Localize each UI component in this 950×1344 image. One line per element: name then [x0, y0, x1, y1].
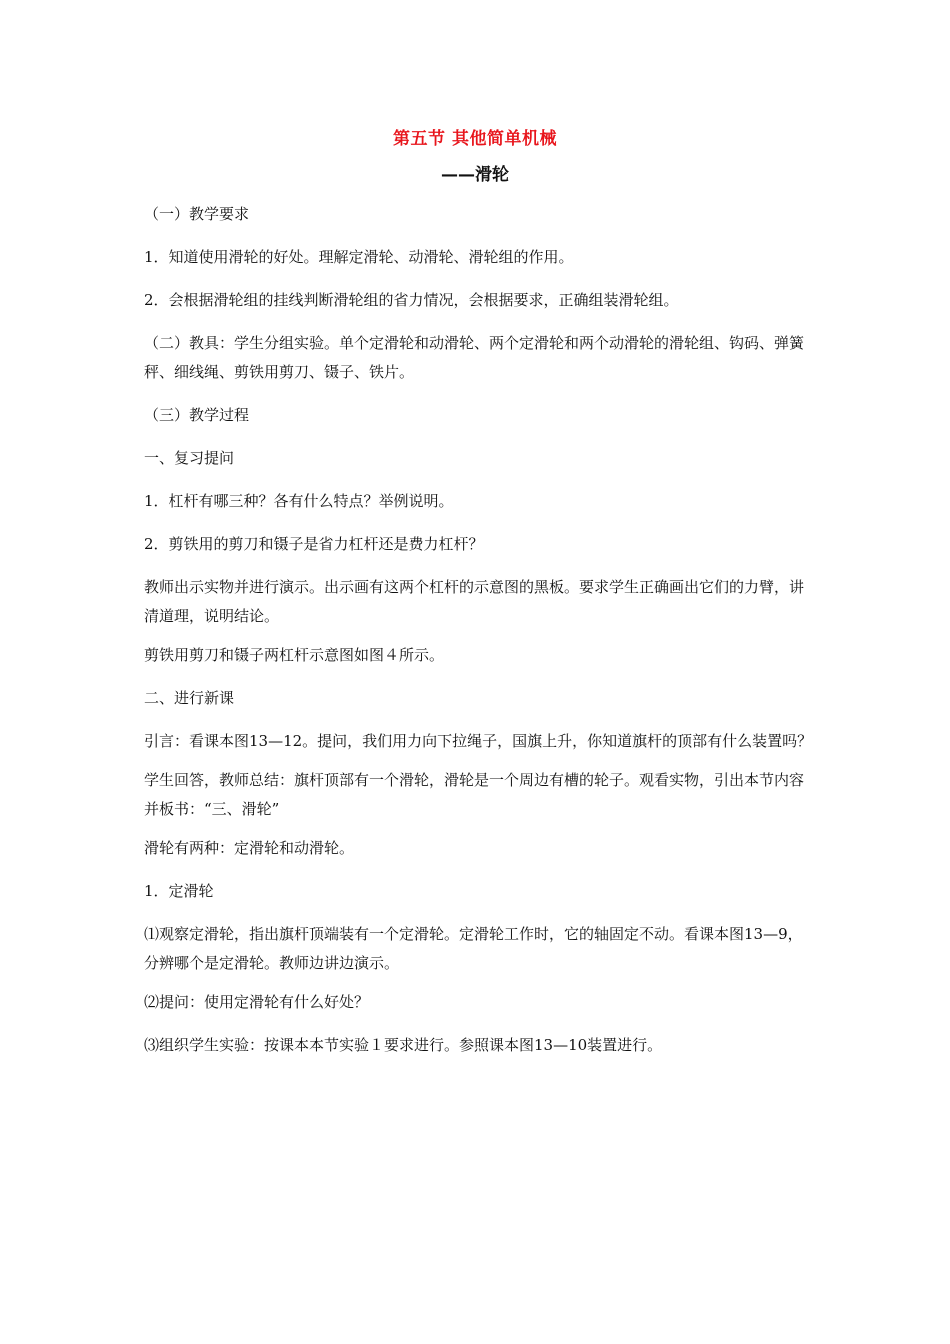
requirement-item-1: 1．知道使用滑轮的好处。理解定滑轮、动滑轮、滑轮组的作用。: [144, 248, 574, 266]
pulley-types-paragraph: 滑轮有两种：定滑轮和动滑轮。: [144, 839, 355, 857]
figure-reference-paragraph: 剪铁用剪刀和镊子两杠杆示意图如图４所示。: [144, 646, 445, 664]
fixed-pulley-step-1: ⑴观察定滑轮，指出旗杆顶端装有一个定滑轮。定滑轮工作时，它的轴固定不动。看课本图13—9，分辨哪个是定滑轮。教师边讲边演示。: [144, 925, 803, 972]
part-heading-review: 一、复习提问: [144, 449, 235, 467]
page-title: 第五节 其他简单机械: [393, 129, 557, 149]
fixed-pulley-step-3: ⑶组织学生实验：按课本本节实验１要求进行。参照课本图13—10装置进行。: [144, 1036, 663, 1054]
subheading-fixed-pulley: 1．定滑轮: [144, 882, 214, 900]
requirement-item-2: 2．会根据滑轮组的挂线判断滑轮组的省力情况，会根据要求，正确组装滑轮组。: [144, 291, 679, 309]
document-body: [144, 200, 814, 1074]
part-heading-new-lesson: 二、进行新课: [144, 689, 235, 707]
teacher-demo-paragraph: 教师出示实物并进行演示。出示画有这两个杠杆的示意图的黑板。要求学生正确画出它们的力臂，讲清道理，说明结论。: [144, 578, 805, 625]
review-question-2: 2．剪铁用的剪刀和镊子是省力杠杆还是费力杠杆？: [144, 535, 484, 553]
teaching-aids-paragraph: （二）教具：学生分组实验。单个定滑轮和动滑轮、两个定滑轮和两个动滑轮的滑轮组、钩码、弹簧秤、细线绳、剪铁用剪刀、镊子、铁片。: [144, 334, 805, 381]
teacher-summary-paragraph: 学生回答，教师总结：旗杆顶部有一个滑轮，滑轮是一个周边有槽的轮子。观看实物，引出本节内容并板书：“三、滑轮”: [144, 771, 805, 818]
section-heading-process: （三）教学过程: [144, 406, 250, 424]
section-heading-requirements: （一）教学要求: [144, 205, 250, 223]
introduction-paragraph: 引言：看课本图13—12。提问，我们用力向下拉绳子，国旗上升，你知道旗杆的顶部有什么装置吗？: [144, 732, 813, 750]
fixed-pulley-step-2: ⑵提问：使用定滑轮有什么好处？: [144, 993, 370, 1011]
review-question-1: 1．杠杆有哪三种？各有什么特点？举例说明。: [144, 492, 454, 510]
page-subtitle: ——滑轮: [441, 165, 509, 185]
